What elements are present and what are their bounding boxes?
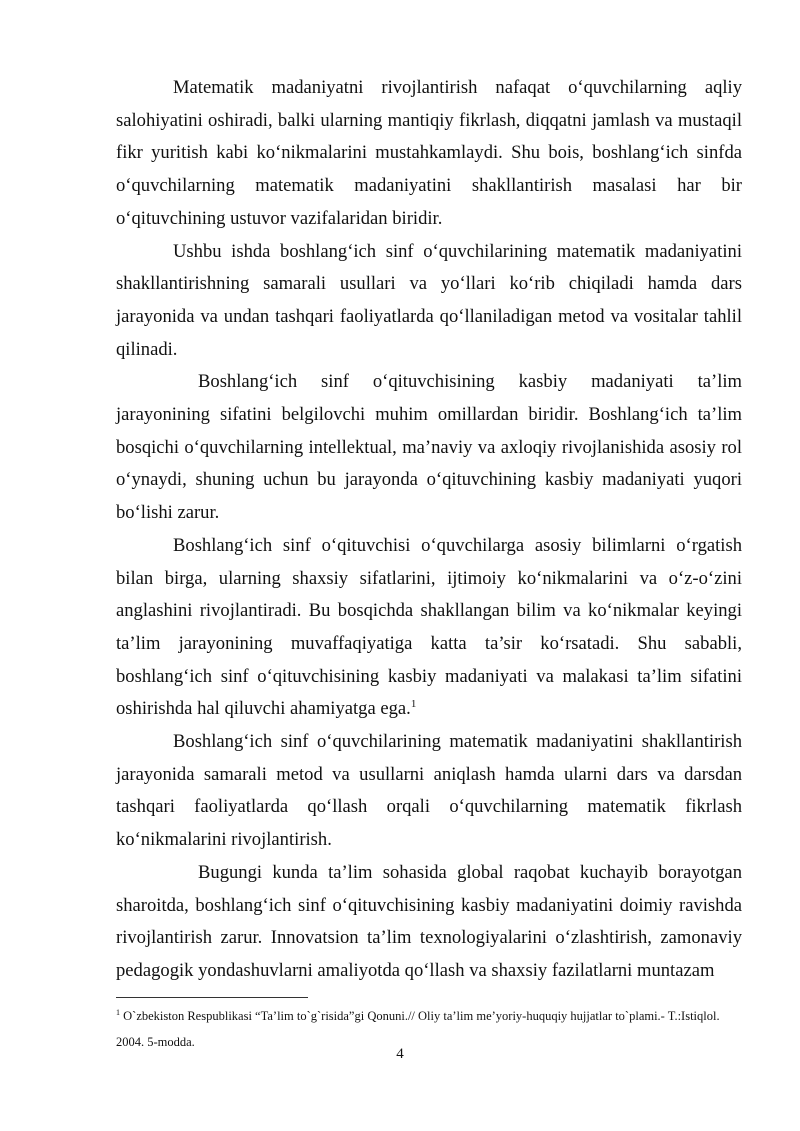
footnote-reference[interactable]: 1 (410, 698, 417, 711)
footnote-marker: 1 (116, 1007, 120, 1017)
paragraph-4-text: Boshlang‘ich sinf o‘qituvchisi o‘quvchilarga asosiy bilimlarni o‘rgatish bilan birga, ularning shaxsiy sifatlarini, ijtimoiy ko‘nikmalarini va o‘z-o‘zini anglashini rivojlantiradi. Bu bosqichda shakllangan bilim va ko‘nikmalar keyingi ta’lim jarayonining muvaffaqiyatiga katta ta’sir ko‘rsatadi. Shu sababli, boshlang‘ich sinf o‘qituvchisining kasbiy madaniyati va malakasi ta’lim sifatini oshirishda hal qiluvchi ahamiyatga ega. (116, 534, 742, 720)
footnote-text: O`zbekiston Respublikasi “Ta’lim to`g`risida”gi Qonuni.// Oliy ta’lim me’yoriy-huquqiy hujjatlar to`plami.- T.:Istiqlol. 2004. 5-modda. (116, 1009, 720, 1049)
paragraph-5: Boshlang‘ich sinf o‘quvchilarining matematik madaniyatini shakllantirish jarayonida samarali metod va usullarni aniqlash hamda ularni dars va darsdan tashqari faoliyatlarda qo‘llash orqali o‘quvchilarning matematik fikrlash ko‘nikmalarini rivojlantirish. (116, 731, 742, 851)
paragraph-1: Matematik madaniyatni rivojlantirish nafaqat o‘quvchilarning aqliy salohiyatini oshiradi, balki ularning mantiqiy fikrlash, diqqatni jamlash va mustaqil fikr yuritish kabi ko‘nikmalarini mustahkamlaydi. Shu bois, boshlang‘ich sinfda o‘quvchilarning matematik madaniyatini shakllantirish masalasi har bir o‘qituvchining ustuvor vazifalaridan biridir. (116, 77, 742, 229)
paragraph-4 (116, 530, 742, 726)
paragraph-3: Boshlang‘ich sinf o‘qituvchisining kasbiy madaniyati ta’lim jarayonining sifatini belgilovchi muhim omillardan biridir. Boshlang‘ich ta’lim bosqichi o‘quvchilarning intellektual, ma’naviy va axloqiy rivojlanishida asosiy rol o‘ynaydi, shuning uchun bu jarayonda o‘qituvchining kasbiy madaniyati yuqori bo‘lishi zarur. (116, 371, 742, 524)
footnote-divider (116, 997, 308, 998)
paragraph-2: Ushbu ishda boshlang‘ich sinf o‘quvchilarining matematik madaniyatini shakllantirishning samarali usullari va yo‘llari ko‘rib chiqiladi hamda dars jarayonida va undan tashqari faoliyatlarda qo‘llaniladigan metod va vositalar tahlil qilinadi. (116, 240, 742, 360)
body-text (116, 72, 742, 988)
page-number: 4 (396, 1046, 404, 1062)
paragraph-6: Bugungi kunda ta’lim sohasida global raqobat kuchayib borayotgan sharoitda, boshlang‘ich sinf o‘qituvchisining kasbiy madaniyatini doimiy ravishda rivojlantirish zarur. Innovatsion ta’lim texnologiyalarini o‘zlashtirish, zamonaviy pedagogik yondashuvlarni amaliyotda qo‘llash va shaxsiy fazilatlarni muntazam (116, 861, 742, 981)
